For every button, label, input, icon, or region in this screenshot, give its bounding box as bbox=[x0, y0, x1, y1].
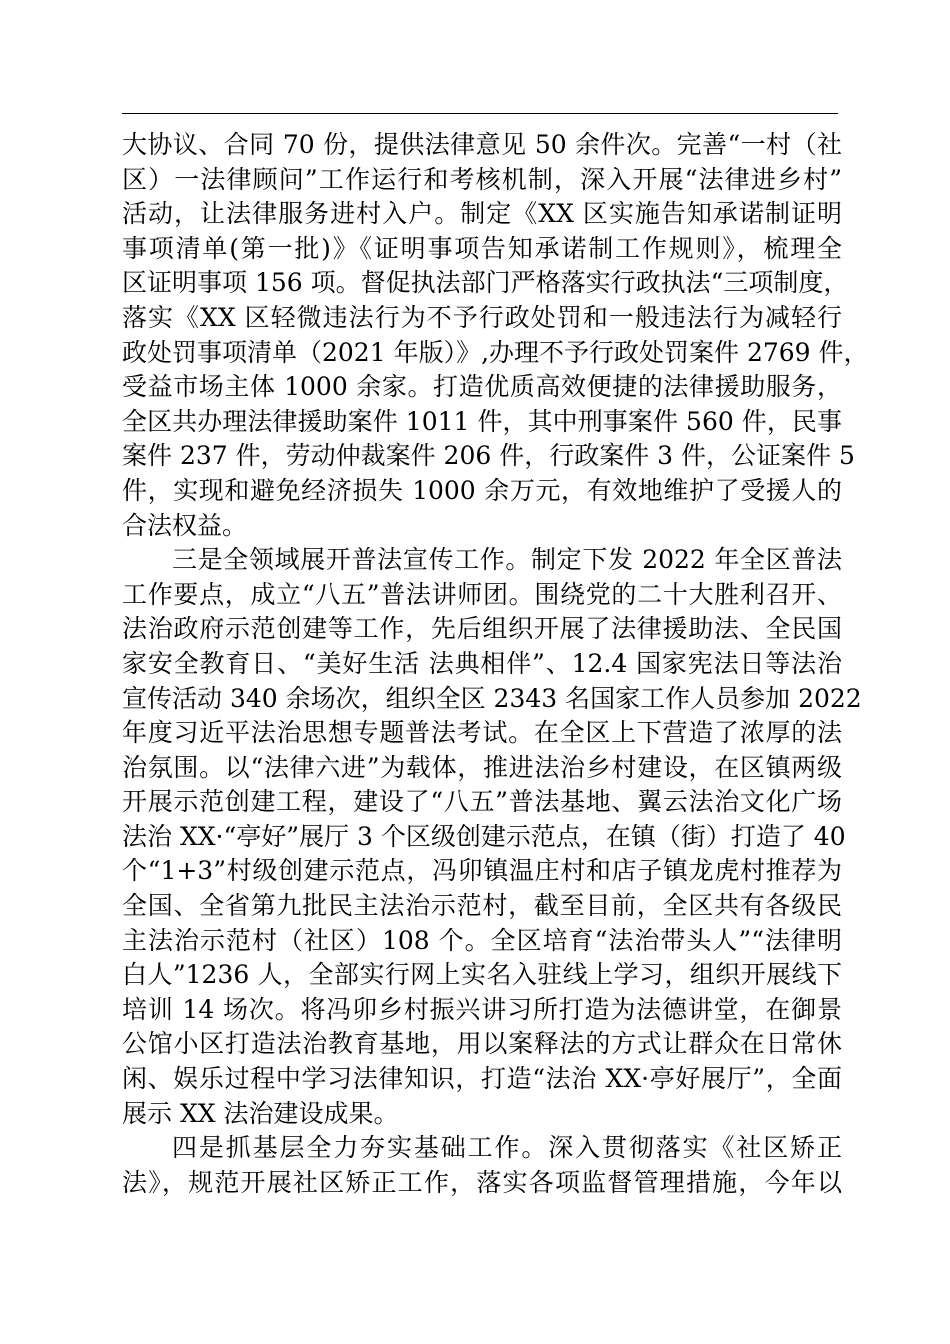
text-line: 闲、娱乐过程中学习法律知识，打造“法治 XX·亭好展厅”，全面 bbox=[122, 1064, 842, 1094]
text-line: 政处罚事项清单（2021 年版）》,办理不予行政处罚案件 2769 件， bbox=[122, 337, 869, 367]
text-line: 四是抓基层全力夯实基础工作。深入贯彻落实《社区矫正 bbox=[172, 1133, 842, 1163]
text-line: 全国、全省第九批民主法治示范村，截至目前，全区共有各级民 bbox=[122, 891, 842, 921]
text-line: 家安全教育日、“美好生活 法典相伴”、12.4 国家宪法日等法治 bbox=[122, 648, 842, 678]
text-line: 开展示范创建工程，建设了“八五”普法基地、翼云法治文化广场 bbox=[122, 787, 842, 817]
text-line: 活动，让法律服务进村入户。制定《XX 区实施告知承诺制证明 bbox=[122, 199, 842, 229]
text-line: 案件 237 件，劳动仲裁案件 206 件，行政案件 3 件，公证案件 5 bbox=[122, 441, 855, 471]
text-line: 展示 XX 法治建设成果。 bbox=[122, 1098, 399, 1128]
text-line: 全区共办理法律援助案件 1011 件，其中刑事案件 560 件，民事 bbox=[122, 406, 842, 436]
text-line: 区）一法律顾问”工作运行和考核机制，深入开展“法律进乡村” bbox=[122, 164, 842, 194]
text-line: 工作要点，成立“八五”普法讲师团。围绕党的二十大胜利召开、 bbox=[122, 579, 842, 609]
text-line: 事项清单(第一批)》《证明事项告知承诺制工作规则》，梳理全 bbox=[122, 233, 842, 263]
text-line: 合法权益。 bbox=[122, 510, 248, 540]
text-line: 大协议、合同 70 份，提供法律意见 50 余件次。完善“一村（社 bbox=[122, 130, 842, 159]
text-line: 年度习近平法治思想专题普法考试。在全区上下营造了浓厚的法 bbox=[122, 718, 842, 748]
text-line: 个“1+3”村级创建示范点，冯卯镇温庄村和店子镇龙虎村推荐为 bbox=[122, 856, 842, 886]
text-line: 主法治示范村（社区）108 个。全区培育“法治带头人”“法律明 bbox=[122, 925, 842, 955]
header-rule bbox=[122, 113, 838, 114]
paragraph bbox=[122, 543, 862, 1131]
text-line: 件，实现和避免经济损失 1000 余万元，有效地维护了受援人的 bbox=[122, 475, 842, 505]
text-line: 法治 XX·“亭好”展厅 3 个区级创建示范点，在镇（街）打造了 40 bbox=[122, 821, 846, 851]
text-line: 区证明事项 156 项。督促执法部门严格落实行政执法“三项制度， bbox=[122, 268, 849, 298]
text-line: 法治政府示范创建等工作，先后组织开展了法律援助法、全民国 bbox=[122, 614, 842, 644]
text-line: 公馆小区打造法治教育基地，用以案释法的方式让群众在日常休 bbox=[122, 1029, 842, 1059]
text-line: 三是全领域展开普法宣传工作。制定下发 2022 年全区普法 bbox=[172, 545, 842, 575]
paragraph bbox=[122, 128, 869, 543]
body-text bbox=[122, 128, 869, 1200]
text-line: 培训 14 场次。将冯卯乡村振兴讲习所打造为法德讲堂，在御景 bbox=[122, 994, 842, 1024]
text-line: 受益市场主体 1000 余家。打造优质高效便捷的法律援助服务， bbox=[122, 372, 842, 402]
paragraph bbox=[122, 1131, 842, 1200]
text-line: 白人”1236 人，全部实行网上实名入驻线上学习，组织开展线下 bbox=[122, 960, 842, 990]
text-line: 宣传活动 340 余场次，组织全区 2343 名国家工作人员参加 2022 bbox=[122, 683, 862, 713]
text-line: 治氛围。以“法律六进”为载体，推进法治乡村建设，在区镇两级 bbox=[122, 752, 842, 782]
text-line: 落实《XX 区轻微违法行为不予行政处罚和一般违法行为减轻行 bbox=[122, 302, 842, 332]
text-line: 法》，规范开展社区矫正工作，落实各项监督管理措施，今年以 bbox=[122, 1167, 842, 1197]
